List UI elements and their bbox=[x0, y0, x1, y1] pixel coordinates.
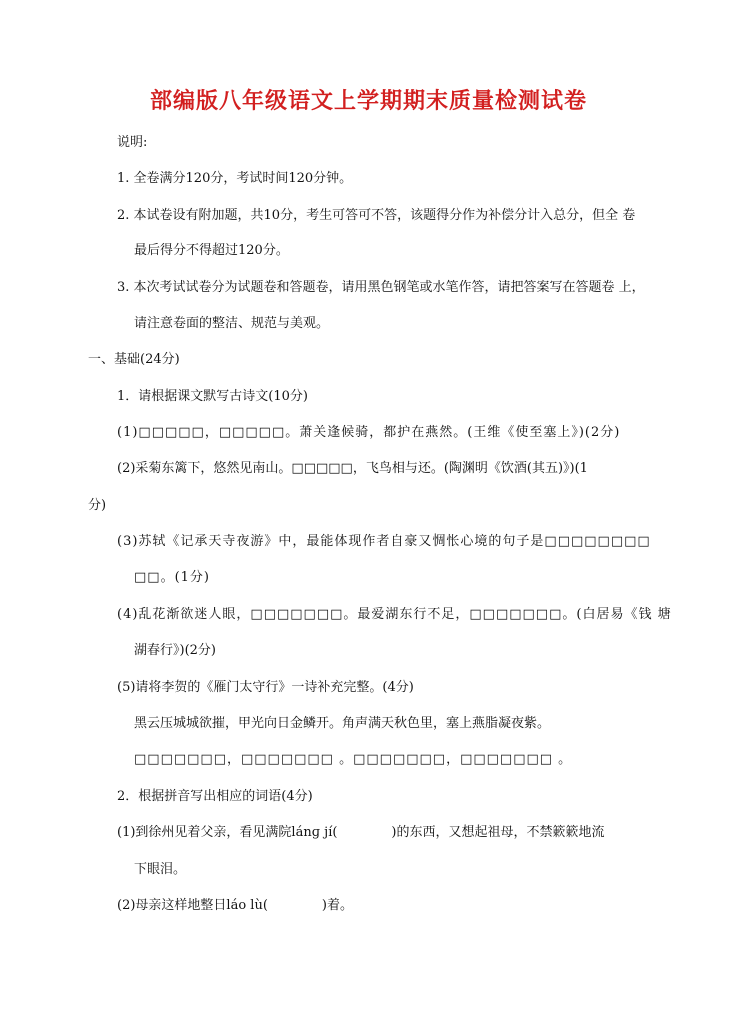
question-1-item-3-line-1: (3)苏轼《记承天寺夜游》中，最能体现作者自豪又惆怅心境的句子是□□□□□□□□ bbox=[117, 534, 651, 549]
instruction-3-line-1: 3. 本次考试试卷分为试题卷和答题卷，请用黑色钢笔或水笔作答，请把答案写在答题卷 上， bbox=[117, 280, 645, 295]
instructions-heading: 说明: bbox=[117, 135, 148, 150]
question-2-item-2-text-before: (2)母亲这样地整日 bbox=[117, 898, 227, 913]
question-1-item-5-line-1: (5)请将李贺的《雁门太守行》一诗补充完整。(4分) bbox=[117, 680, 414, 695]
question-2-item-2-text-after: )着。 bbox=[321, 898, 353, 913]
instruction-2-line-2: 最后得分不得超过120分。 bbox=[134, 243, 289, 258]
instruction-2-line-1: 2. 本试卷设有附加题，共10分，考生可答可不答，该题得分作为补偿分计入总分，但全 卷 bbox=[117, 208, 636, 223]
question-1-item-4-line-1: (4)乱花渐欲迷人眼，□□□□□□□。最爱湖东行不足，□□□□□□□。(白居易《钱 塘 bbox=[117, 607, 672, 622]
document-title: 部编版八年级语文上学期期末质量检测试卷 bbox=[149, 89, 587, 114]
section-1-heading: 一、基础(24分) bbox=[88, 352, 180, 367]
question-2-item-1-text-before: (1)到徐州见着父亲，看见满院 bbox=[117, 825, 292, 840]
question-1-heading: 1．请根据课文默写古诗文(10分) bbox=[117, 389, 308, 404]
question-1-item-5-poem: 黑云压城城欲摧，甲光向日金鳞开。角声满天秋色里，塞上燕脂凝夜紫。 bbox=[134, 716, 551, 731]
question-2-item-1-line-2: 下眼泪。 bbox=[134, 862, 187, 877]
question-1-item-2-line-1: (2)采菊东篱下，悠然见南山。□□□□□，飞鸟相与还。(陶渊明《饮酒(其五)》)(1 bbox=[117, 461, 588, 476]
question-1-item-3-line-2: □□。(1分) bbox=[134, 570, 210, 585]
question-1-item-4-line-2: 湖春行》)(2分) bbox=[134, 643, 216, 658]
question-1-item-2-line-2: 分) bbox=[88, 498, 107, 513]
question-2-item-1-text-after: )的东西，又想起祖母，不禁簌簌地流 bbox=[391, 825, 605, 840]
question-1-item-1: (1)□□□□□，□□□□□。萧关逢候骑，都护在燕然。(王维《使至塞上》)(2分) bbox=[117, 425, 621, 440]
instruction-3-line-2: 请注意卷面的整洁、规范与美观。 bbox=[134, 316, 330, 331]
question-2-item-1-pinyin: lánɡ jí( bbox=[291, 825, 338, 840]
question-2-heading: 2．根据拼音写出相应的词语(4分) bbox=[117, 789, 313, 804]
question-2-item-2-pinyin: láo lù( bbox=[226, 898, 268, 913]
instruction-1: 1. 全卷满分120分，考试时间120分钟。 bbox=[117, 171, 353, 186]
question-1-item-5-blanks: □□□□□□□，□□□□□□□ 。□□□□□□□，□□□□□□□ 。 bbox=[134, 752, 573, 767]
question-2-item-2 bbox=[117, 897, 353, 915]
question-2-item-1-line-1 bbox=[117, 824, 605, 842]
